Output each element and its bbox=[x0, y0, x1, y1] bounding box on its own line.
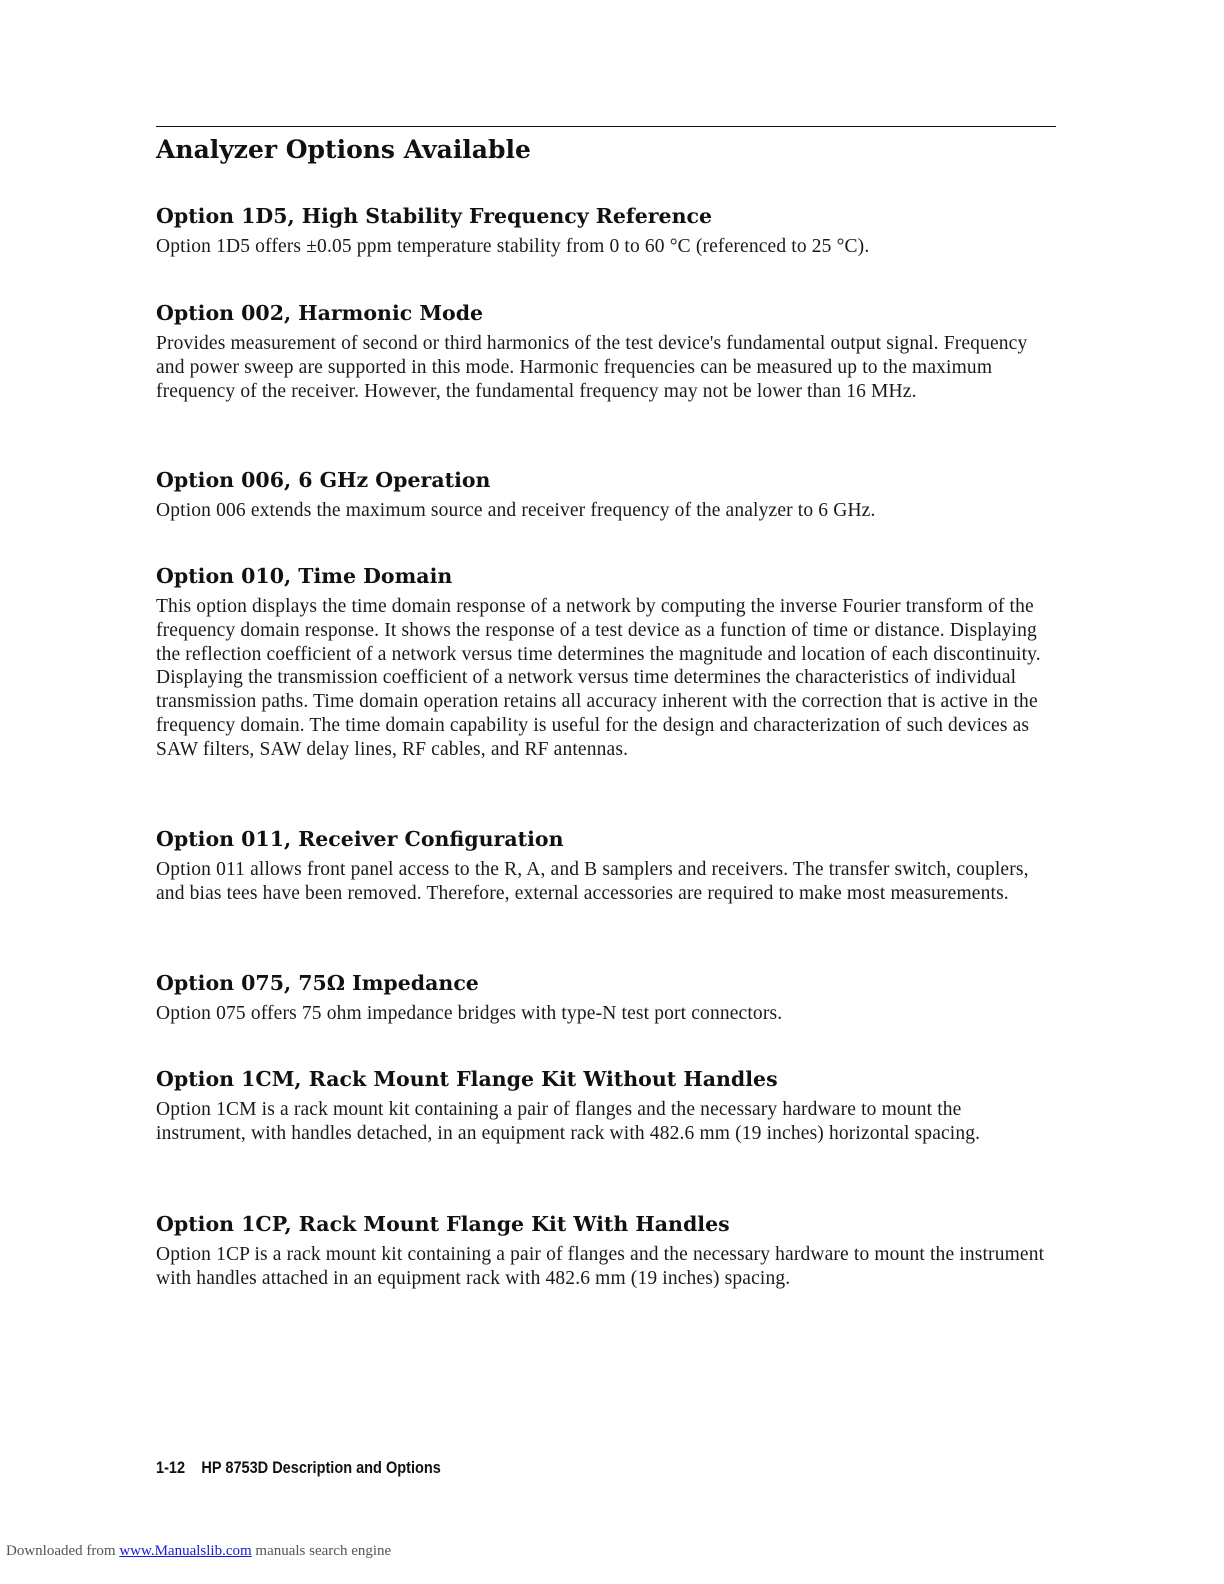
page-title: Analyzer Options Available bbox=[156, 135, 531, 164]
section-body: Provides measurement of second or third harmonics of the test device's fundamental output signal. Frequency and power sweep are supported in this mode. Harmonic frequencies can be measured up to the maximum frequency of the receiver. However, the fundamental frequency may not be lower than 16 MHz. bbox=[156, 333, 1028, 402]
section-body: Option 006 extends the maximum source and receiver frequency of the analyzer to 6 GHz. bbox=[156, 500, 876, 521]
section-body: Option 1CM is a rack mount kit containing a pair of flanges and the necessary hardware to mount the instrument, with handles detached, in an equipment rack with 482.6 mm (19 inches) horizontal spacing. bbox=[156, 1099, 981, 1144]
section-body: Option 1CP is a rack mount kit containing a pair of flanges and the necessary hardware to mount the instrument with handles attached in an equipment rack with 482.6 mm (19 inches) spacing. bbox=[156, 1244, 1045, 1289]
page-footer bbox=[156, 1456, 441, 1480]
section-body: Option 011 allows front panel access to the R, A, and B samplers and receivers. The transfer switch, couplers, and bias tees have been removed. Therefore, external accessories are required to make most measurements. bbox=[156, 859, 1029, 904]
section-option-075 bbox=[156, 968, 1056, 1026]
section-body: Option 075 offers 75 ohm impedance bridges with type-N test port connectors. bbox=[156, 1003, 783, 1024]
section-option-006 bbox=[156, 465, 1056, 523]
section-heading: Option 011, Receiver Configuration bbox=[156, 827, 564, 851]
download-note-prefix: Downloaded from bbox=[6, 1543, 116, 1559]
section-option-002 bbox=[156, 298, 1056, 403]
section-heading: Option 1CP, Rack Mount Flange Kit With Handles bbox=[156, 1212, 730, 1236]
section-option-1cm bbox=[156, 1064, 1056, 1146]
section-heading: Option 075, 75Ω Impedance bbox=[156, 971, 479, 995]
section-heading: Option 1CM, Rack Mount Flange Kit Without Handles bbox=[156, 1067, 778, 1091]
section-heading: Option 1D5, High Stability Frequency Reference bbox=[156, 204, 713, 228]
section-option-1cp bbox=[156, 1209, 1056, 1291]
manualslib-link[interactable]: www.Manualslib.com bbox=[119, 1543, 252, 1559]
download-note-suffix: manuals search engine bbox=[255, 1543, 392, 1559]
section-heading: Option 010, Time Domain bbox=[156, 564, 453, 588]
section-body: This option displays the time domain response of a network by computing the inverse Fourier transform of the frequency domain response. It shows the response of a test device as a function of time or distance. Displaying the reflection coefficient of a network versus time determines the magnitude and location of each discontinuity. Displaying the transmission coefficient of a network versus time determines the characteristics of individual transmission paths. Time domain operation retains all accuracy inherent with the correction that is active in the frequency domain. The time domain capability is useful for the design and characterization of such devices as SAW filters, SAW delay lines, RF cables, and RF antennas. bbox=[156, 596, 1041, 760]
document-title: HP 8753D Description and Options bbox=[201, 1459, 441, 1477]
page-number: 1-12 bbox=[156, 1459, 186, 1477]
section-heading: Option 002, Harmonic Mode bbox=[156, 301, 484, 325]
title-rule bbox=[156, 126, 1056, 127]
section-option-010 bbox=[156, 561, 1056, 762]
section-option-011 bbox=[156, 824, 1056, 906]
section-option-1d5 bbox=[156, 201, 1056, 259]
section-body: Option 1D5 offers ±0.05 ppm temperature stability from 0 to 60 °C (referenced to 25 °C). bbox=[156, 236, 870, 257]
section-heading: Option 006, 6 GHz Operation bbox=[156, 468, 491, 492]
download-note bbox=[6, 1541, 391, 1561]
